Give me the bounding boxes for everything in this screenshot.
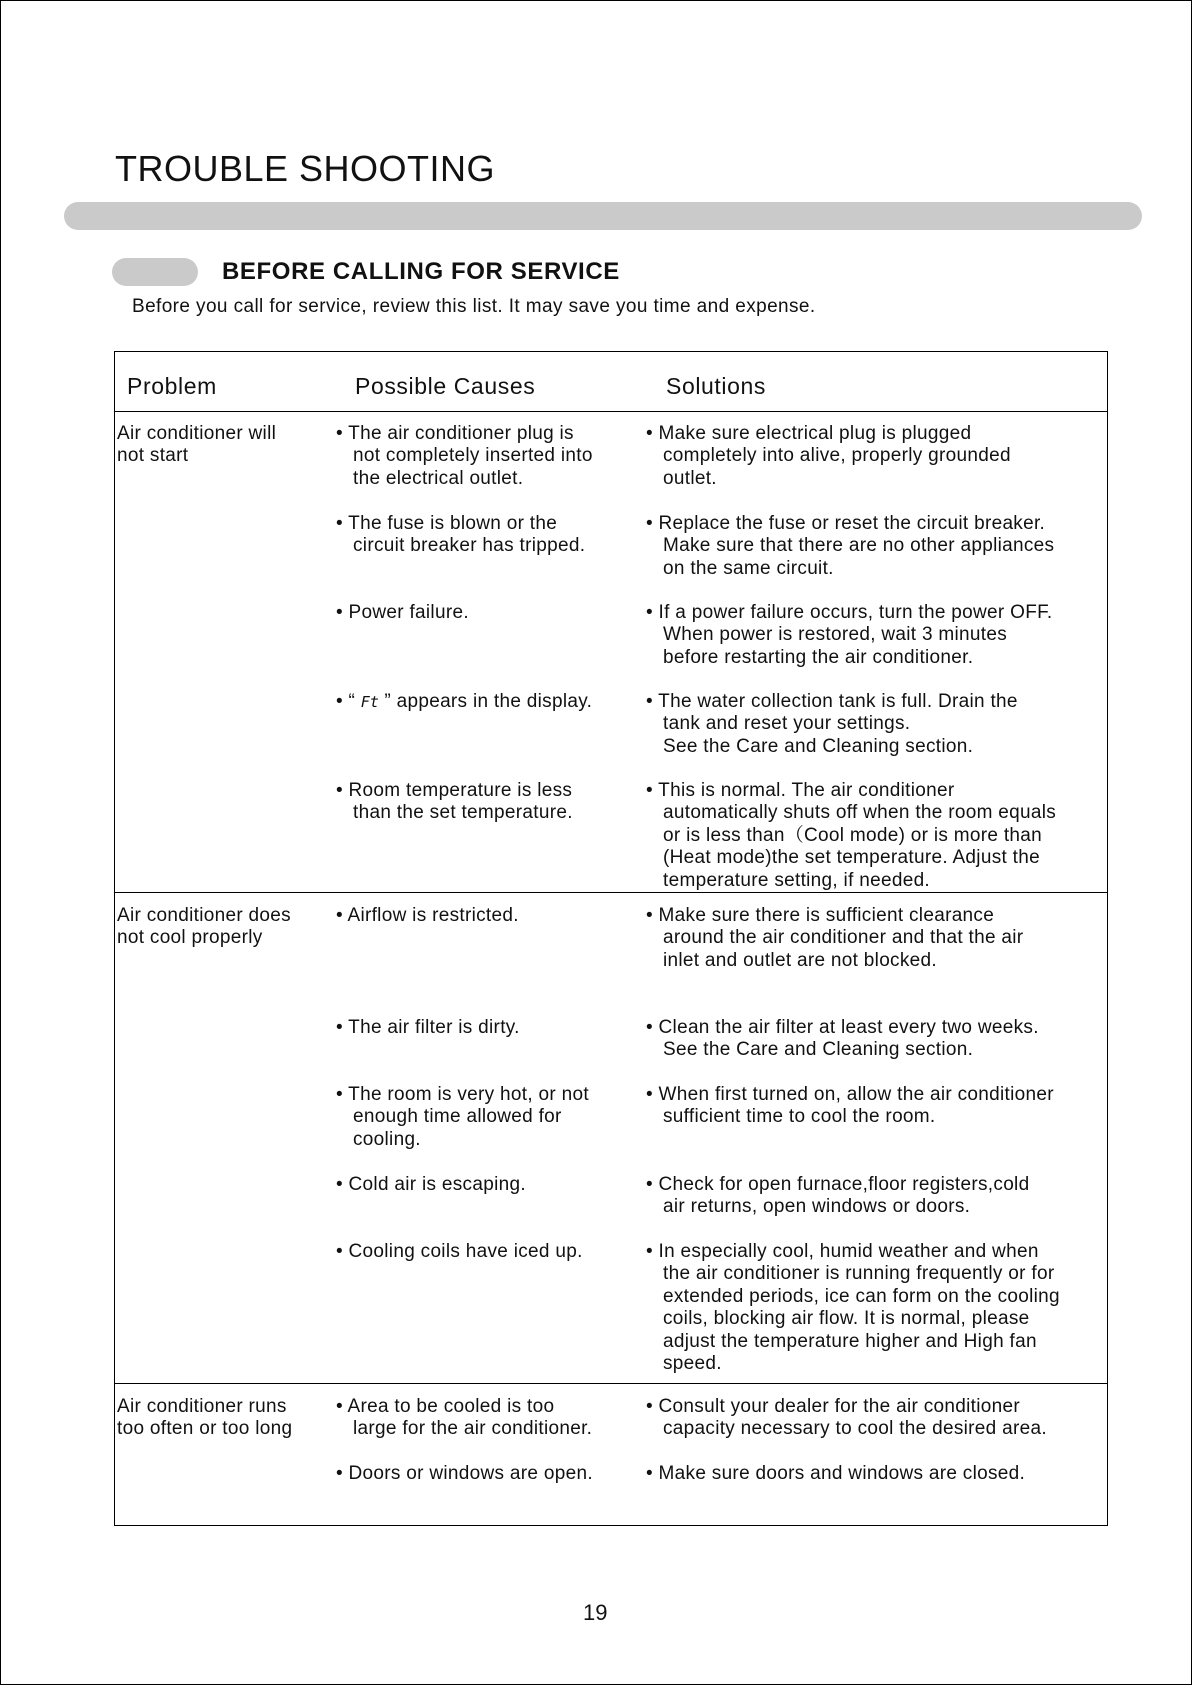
cause-text: • The air conditioner plug is not completely inserted into the electrical outlet. bbox=[336, 423, 593, 489]
solution-text: • The water collection tank is full. Drain the tank and reset your settings. See the Care and Cleaning section. bbox=[646, 691, 1018, 757]
header-solutions: Solutions bbox=[666, 373, 767, 399]
solution-text: • Make sure doors and windows are closed. bbox=[646, 1463, 1026, 1484]
intro-text: Before you call for service, review this list. It may save you time and expense. bbox=[132, 296, 816, 317]
problem-label: Air conditioner will not start bbox=[117, 423, 277, 466]
header-possible-causes: Possible Causes bbox=[355, 373, 536, 399]
solution-text: • In especially cool, humid weather and when the air conditioner is running frequently or for extended periods, ice can form on the cooling coils, blocking air flow. It is normal, please adjust the temperature higher and High fan speed. bbox=[646, 1241, 1060, 1375]
cause-text: • The air filter is dirty. bbox=[336, 1017, 520, 1038]
cause-text bbox=[336, 691, 653, 713]
cause-text: • Airflow is restricted. bbox=[336, 905, 519, 926]
troubleshooting-table bbox=[114, 351, 1108, 1526]
cause-suffix: ” appears in the display. bbox=[378, 691, 593, 712]
solution-text: • Make sure electrical plug is plugged completely into alive, properly grounded outlet. bbox=[646, 423, 1011, 489]
cause-text: • Area to be cooled is too large for the air conditioner. bbox=[336, 1396, 593, 1440]
solution-text: • Clean the air filter at least every two weeks. See the Care and Cleaning section. bbox=[646, 1017, 1039, 1061]
cause-text: • Cold air is escaping. bbox=[336, 1174, 526, 1195]
title-underline-bar bbox=[64, 202, 1142, 230]
solution-text: • Replace the fuse or reset the circuit breaker. Make sure that there are no other appliances on the same circuit. bbox=[646, 513, 1055, 579]
problem-group-runs-too-long bbox=[115, 1384, 1107, 1525]
solution-text: • If a power failure occurs, turn the power OFF. When power is restored, wait 3 minutes before restarting the air conditioner. bbox=[646, 602, 1053, 668]
solution-text: • Make sure there is sufficient clearance around the air conditioner and that the air inlet and outlet are not blocked. bbox=[646, 905, 1024, 971]
table-header-row bbox=[115, 352, 1107, 412]
header-problem: Problem bbox=[127, 373, 217, 399]
problem-group-not-cool bbox=[115, 893, 1107, 1384]
problem-group-not-start bbox=[115, 411, 1107, 893]
problem-label: Air conditioner runs too often or too long bbox=[117, 1396, 293, 1439]
cause-text: • The fuse is blown or the circuit breaker has tripped. bbox=[336, 513, 586, 557]
cause-text: • Cooling coils have iced up. bbox=[336, 1241, 583, 1262]
cause-text: • Power failure. bbox=[336, 602, 469, 623]
cause-text: • Room temperature is less than the set temperature. bbox=[336, 780, 573, 824]
cause-text: • Doors or windows are open. bbox=[336, 1463, 593, 1484]
page-number: 19 bbox=[583, 1600, 608, 1625]
cause-text: • The room is very hot, or not enough time allowed for cooling. bbox=[336, 1084, 589, 1150]
section-marker-pill bbox=[112, 258, 198, 286]
solution-text: • Check for open furnace,floor registers,cold air returns, open windows or doors. bbox=[646, 1174, 1030, 1218]
problem-label: Air conditioner does not cool properly bbox=[117, 905, 291, 948]
solution-text: • This is normal. The air conditioner automatically shuts off when the room equals or is less than（Cool mode) or is more than (Heat mode)the set temperature. Adjust the temperature setting, if needed. bbox=[646, 780, 1057, 891]
solution-text: • Consult your dealer for the air conditioner capacity necessary to cool the desired area. bbox=[646, 1396, 1047, 1440]
solution-text: • When first turned on, allow the air conditioner sufficient time to cool the room. bbox=[646, 1084, 1054, 1128]
section-heading: BEFORE CALLING FOR SERVICE bbox=[222, 258, 620, 285]
page-title: TROUBLE SHOOTING bbox=[115, 148, 496, 189]
cause-prefix: • “ bbox=[336, 691, 361, 712]
fault-code-display: Ft bbox=[360, 693, 379, 711]
